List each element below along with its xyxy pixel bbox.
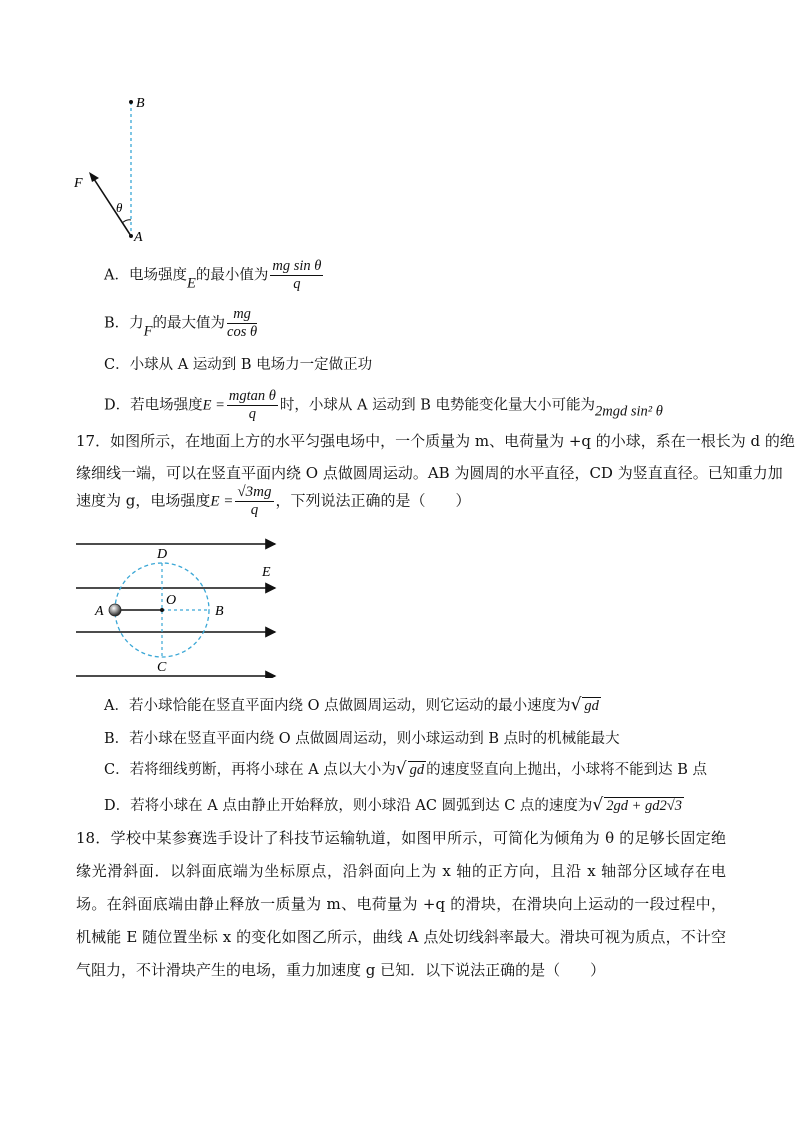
q16-option-b xyxy=(104,306,259,341)
q17-line3-suffix: ，下列说法正确的是（ ） xyxy=(275,491,471,510)
label-a: A xyxy=(134,230,143,245)
label-b: B xyxy=(215,604,224,619)
q16-option-a xyxy=(104,258,325,293)
q18-text: 18．学校中某参赛选手设计了科技节运输轨道，如图甲所示，可简化为倾角为 θ 的足够长固定绝缘光滑斜面．以斜面底端为坐标原点，沿斜面向上为 x 轴的正方向，且沿 x 轴部分区域存在电场。在斜面底端由静止释放一质量为 m、电荷量为 +q 的滑块，在滑块向上运动的一段过程中，机械能 E 随位置坐标 x 的变化如图乙所示，曲线 A 点处切线斜率最大。滑块可视为质点，不计空气阻力，不计滑块产生的电场，重力加速度 g 已知．以下说法正确的是（ ） xyxy=(76,829,726,979)
q17-option-a-value: gd xyxy=(584,698,599,714)
label-e: E xyxy=(262,565,271,580)
q17-option-d-value: 2gd + gd2√3 xyxy=(606,798,683,814)
label-b: B xyxy=(136,96,145,111)
q17-line-1: 17．如图所示，在地面上方的水平匀强电场中，一个质量为 m、电荷量为 +q 的小球，系在一根长为 d 的绝 xyxy=(76,432,795,450)
option-b-den: cos θ xyxy=(227,324,258,340)
point-b xyxy=(129,100,133,104)
q17-line-3 xyxy=(76,484,471,519)
q17-option-a-text: A．若小球恰能在竖直平面内绕 O 点做圆周运动，则它运动的最小速度为 xyxy=(104,698,571,714)
figure-force-diagram xyxy=(70,92,160,247)
q16-option-d xyxy=(104,388,663,423)
option-a-mid: 的最小值为 xyxy=(195,267,269,284)
option-d-num: mgtan θ xyxy=(228,388,276,404)
option-b-mid: 的最大值为 xyxy=(152,315,226,332)
point-o xyxy=(160,608,164,612)
q17-option-c-prefix: C．若将细线剪断，再将小球在 A 点以大小为 xyxy=(104,762,396,778)
q17-option-d-text: D．若将小球在 A 点由静止开始释放，则小球沿 AC 圆弧到达 C 点的速度为 xyxy=(104,798,593,814)
force-arrow-head xyxy=(89,172,99,182)
q16-option-c: C．小球从 A 运动到 B 电场力一定做正功 xyxy=(104,357,373,373)
q17-option-b: B．若小球在竖直平面内绕 O 点做圆周运动，则小球运动到 B 点时的机械能最大 xyxy=(104,731,620,747)
q17-option-c-value: gd xyxy=(409,762,425,778)
q17-line3-prefix: 速度为 g，电场强度 xyxy=(76,491,211,510)
q17-option-a: A．若小球恰能在竖直平面内绕 O 点做圆周运动，则它运动的最小速度为√ gd xyxy=(104,695,599,715)
option-a-fraction xyxy=(270,258,323,293)
figure-electric-field-circle xyxy=(70,538,285,678)
option-d-den: q xyxy=(248,406,257,422)
force-arrow-shaft xyxy=(92,176,131,236)
label-theta: θ xyxy=(116,200,123,215)
q17-fraction xyxy=(235,484,273,519)
q17-option-c-suffix: 的速度竖直向上抛出，小球将不能到达 B 点 xyxy=(426,762,708,778)
q17-num: √3mg xyxy=(237,484,272,500)
option-b-f: F xyxy=(143,323,153,340)
option-d-fraction xyxy=(227,388,278,423)
option-a-num: mg sin θ xyxy=(272,258,322,274)
q17-den: q xyxy=(250,502,259,518)
label-c: C xyxy=(157,660,167,675)
label-d: D xyxy=(157,547,168,562)
option-b-prefix: B．力 xyxy=(104,315,144,332)
option-b-fraction xyxy=(227,306,257,341)
q17-option-c: C．若将细线剪断，再将小球在 A 点以大小为√ gd 的速度竖直向上抛出，小球将不能到达 B 点 xyxy=(104,759,708,779)
option-d-mid: 时，小球从 A 运动到 B 电势能变化量大小可能为 xyxy=(279,397,595,414)
option-d-prefix: D．若电场强度 xyxy=(104,397,203,414)
option-a-prefix: A．电场强度 xyxy=(104,267,187,284)
angle-arc xyxy=(122,220,131,223)
q17-option-d: D．若将小球在 A 点由静止开始释放，则小球沿 AC 圆弧到达 C 点的速度为√ 2gd + gd2√3 xyxy=(104,795,683,815)
option-d-eq: E = xyxy=(202,397,225,414)
label-a: A xyxy=(95,604,104,619)
option-d-value: 2mgd sin² θ xyxy=(594,403,663,420)
label-o: O xyxy=(166,593,177,608)
label-f: F xyxy=(74,176,83,191)
q17-eq: E = xyxy=(210,493,234,510)
option-b-num: mg xyxy=(227,306,257,324)
option-a-den: q xyxy=(293,276,301,292)
option-a-e: E xyxy=(186,275,196,292)
q17-line-2: 缘细线一端，可以在竖直平面内绕 O 点做圆周运动。AB 为圆周的水平直径，CD 为竖直直径。已知重力加 xyxy=(76,464,783,482)
ball xyxy=(109,604,121,616)
